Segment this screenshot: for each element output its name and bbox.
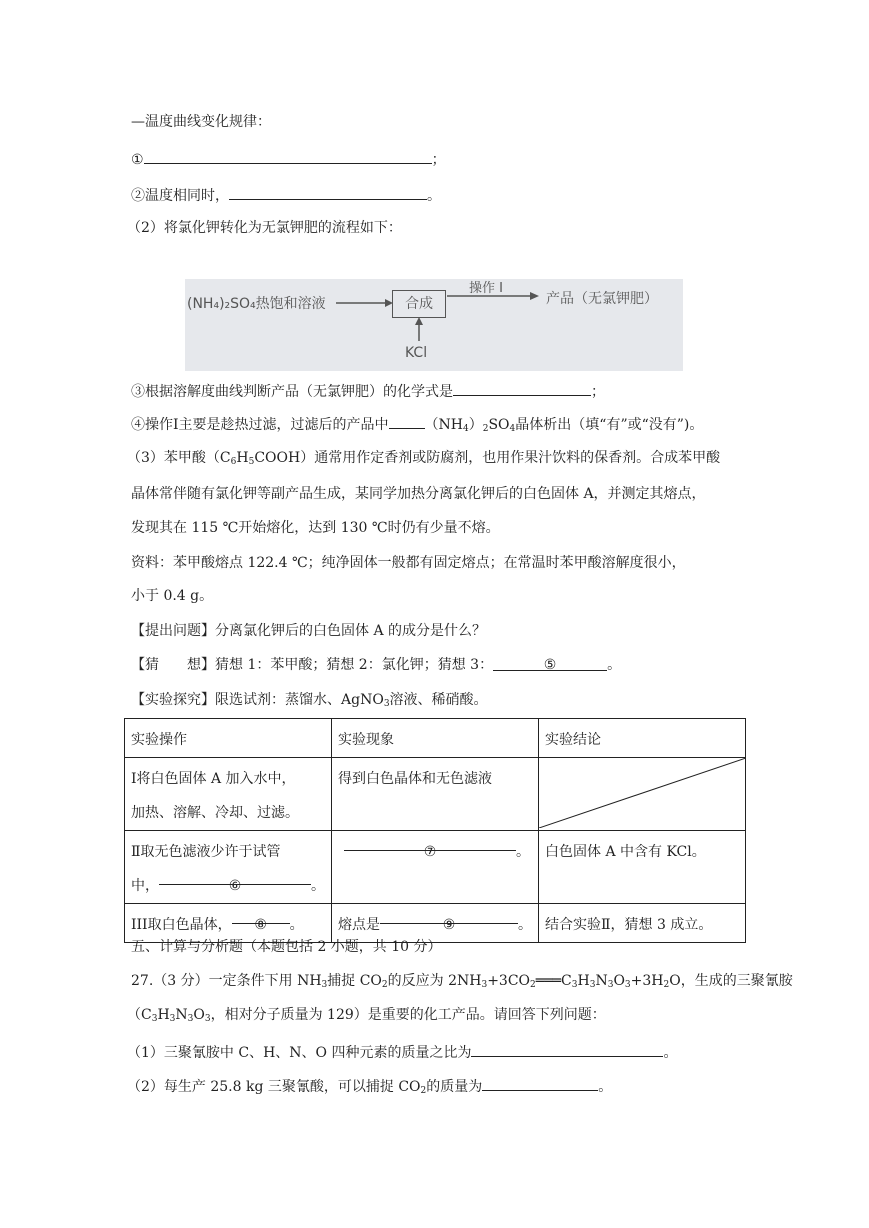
table-cell: 结合实验Ⅱ，猜想 3 成立。 bbox=[539, 904, 746, 943]
table-cell: Ⅰ将白色固体 A 加入水中， 加热、溶解、冷却、过滤。 bbox=[125, 758, 332, 831]
table-cell: III取白色晶体， ⑧ 。 bbox=[125, 904, 332, 943]
answer-blank[interactable] bbox=[453, 380, 591, 396]
answer-blank[interactable] bbox=[144, 148, 432, 164]
answer-blank-8[interactable]: ⑧ bbox=[232, 908, 290, 924]
table-cell: ⑦ 。 bbox=[332, 831, 539, 904]
table-header-row bbox=[125, 719, 746, 758]
question-3-para-1: （3）苯甲酸$(C_6H_5COOH)$通常用作定香剂或防腐剂，也用作果汁饮料的保香剂。合成苯甲酸 bbox=[127, 450, 721, 467]
table-row bbox=[125, 831, 746, 904]
flow-input-label: KCl bbox=[405, 345, 428, 361]
answer-blank[interactable] bbox=[471, 1041, 663, 1057]
curve-rule-item-1: ① ； bbox=[131, 148, 446, 170]
answer-blank[interactable] bbox=[229, 184, 427, 200]
question-27-line-1: 27.（3 分）一定条件下用 $NH_3$捕捉 $CO_2$的反应为 $2NH_3+3CO_2═══C_3H_3N_3O_3+3H_2O$，生成的三聚氰胺 bbox=[131, 973, 793, 990]
problem-statement: 【提出问题】分离氯化钾后的白色固体 A 的成分是什么？ bbox=[131, 623, 487, 639]
experiment-table bbox=[124, 718, 746, 943]
question-2-text: （2）将氯化钾转化为无氯钾肥的流程如下： bbox=[127, 220, 402, 236]
flow-product-label: 产品（无氯钾肥） bbox=[546, 291, 658, 307]
reference-info-line-2: 小于 0.4 g。 bbox=[131, 588, 214, 604]
question-27-sub-1: （1）三聚氰胺中 C、H、N、O 四种元素的质量之比为 。 bbox=[127, 1041, 677, 1063]
curve-rule-heading: —温度曲线变化规律： bbox=[131, 114, 271, 130]
curve-rule-item-2: ②温度相同时， 。 bbox=[131, 184, 441, 206]
table-cell: 白色固体 A 中含有 KCl。 bbox=[539, 831, 746, 904]
diagonal-slash bbox=[539, 758, 746, 828]
table-header-cell: 实验现象 bbox=[332, 719, 539, 758]
answer-blank-5[interactable]: ⑤ bbox=[493, 655, 607, 671]
hypothesis-line: 【猜 想】猜想 1：苯甲酸；猜想 2：氯化钾；猜想 3： ⑤ 。 bbox=[131, 657, 622, 673]
question-27-sub-2: （2）每生产 25.8 kg 三聚氰酸，可以捕捉 $CO_2$的质量为 。 bbox=[127, 1075, 612, 1101]
experiment-reagents-line: 【实验探究】限选试剂：蒸馏水、AgNO$_3$溶液、稀硝酸。 bbox=[131, 692, 488, 709]
answer-blank[interactable] bbox=[482, 1075, 598, 1091]
flow-process-box: 合成 bbox=[392, 290, 446, 318]
answer-blank[interactable] bbox=[389, 413, 425, 429]
table-header-cell: 实验结论 bbox=[539, 719, 746, 758]
answer-blank-9[interactable]: ⑨ bbox=[380, 908, 518, 924]
table-header-cell: 实验操作 bbox=[125, 719, 332, 758]
process-flow-diagram bbox=[185, 279, 683, 371]
section-5-title: 五、计算与分析题（本题包括 2 小题，共 10 分） bbox=[131, 939, 442, 955]
question-27-line-2: （$C_3H_3N_3O_3$，相对分子质量为 129）是重要的化工产品。请回答下列问题： bbox=[127, 1007, 606, 1024]
table-cell-slashed bbox=[539, 758, 746, 831]
flow-start-label: (NH₄)₂SO₄热饱和溶液 bbox=[187, 296, 326, 312]
reference-info-line-1: 资料：苯甲酸熔点 122.4 ℃；纯净固体一般都有固定熔点；在常温时苯甲酸溶解度很小， bbox=[131, 555, 686, 571]
table-cell: 得到白色晶体和无色滤液 bbox=[332, 758, 539, 831]
table-cell: Ⅱ取无色滤液少许于试管 中， ⑥ 。 bbox=[125, 831, 332, 904]
answer-blank-6[interactable]: ⑥ bbox=[159, 869, 311, 885]
question-2-item-3: ③根据溶解度曲线判断产品（无氯钾肥）的化学式是 ； bbox=[131, 380, 605, 402]
table-row bbox=[125, 758, 746, 831]
question-3-para-3: 发现其在 115 ℃开始熔化，达到 130 ℃时仍有少量不熔。 bbox=[131, 520, 500, 536]
question-2-item-4: ④操作Ⅰ主要是趁热过滤，过滤后的产品中 $(NH_4)_2SO_4$晶体析出（填“有”或“没有”)。 bbox=[131, 413, 703, 439]
question-3-para-2: 晶体常伴随有氯化钾等副产品生成，某同学加热分离氯化钾后的白色固体 A，并测定其熔点， bbox=[131, 486, 706, 502]
answer-blank-7[interactable]: ⑦ bbox=[344, 835, 516, 851]
table-cell: 熔点是 ⑨ 。 bbox=[332, 904, 539, 943]
flow-operation-label: 操作 I bbox=[469, 281, 503, 296]
